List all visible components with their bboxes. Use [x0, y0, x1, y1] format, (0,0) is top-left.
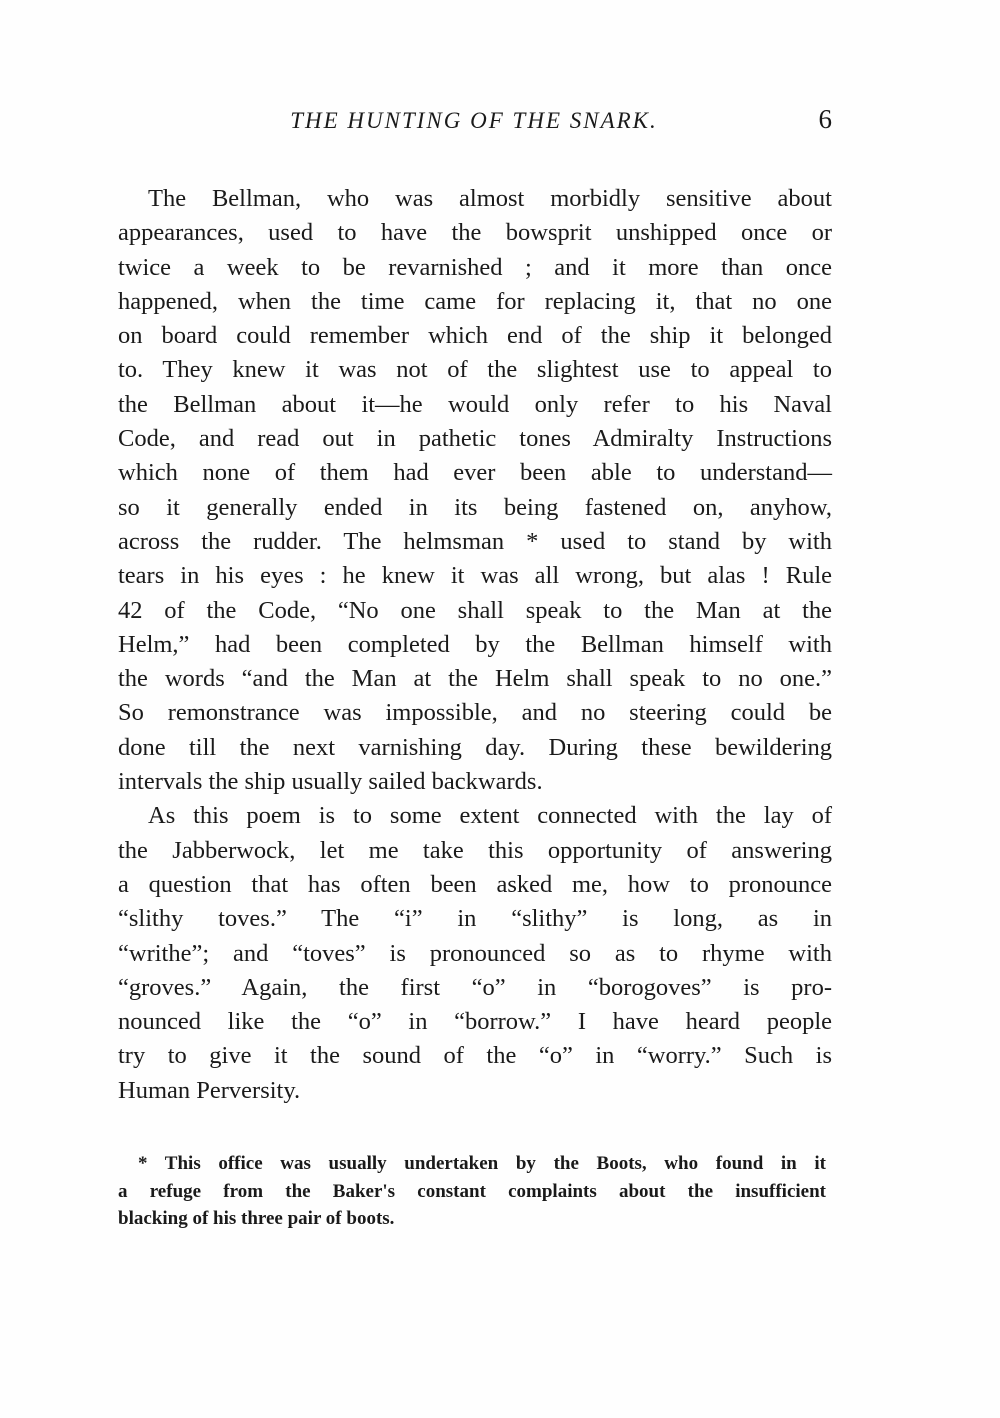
text-line: so it generally ended in its being fastened on, anyhow, — [118, 493, 832, 521]
footnote-line: a refuge from the Baker's constant complaints about the insufficient — [118, 1180, 826, 1202]
paragraph-bellman — [118, 182, 832, 799]
text-line: the Bellman about it—he would only refer to his Naval — [118, 390, 832, 418]
text-line: done till the next varnishing day. During these bewildering — [118, 733, 832, 761]
body-text — [118, 182, 832, 1108]
text-line: try to give it the sound of the “o” in “worry.” Such is — [118, 1042, 832, 1070]
text-line: intervals the ship usually sailed backwards. — [118, 768, 543, 796]
text-line: tears in his eyes : he knew it was all wrong, but alas ! Rule — [118, 562, 832, 590]
text-line: 42 of the Code, “No one shall speak to the Man at the — [118, 596, 832, 624]
text-line: The Bellman, who was almost morbidly sensitive about — [148, 185, 832, 212]
footnote-line: * This office was usually undertaken by the Boots, who found in it — [138, 1153, 826, 1174]
text-line: happened, when the time came for replacing it, that no one — [118, 287, 832, 315]
text-line: on board could remember which end of the ship it belonged — [118, 322, 832, 350]
text-line: across the rudder. The helmsman * used to stand by with — [118, 527, 832, 555]
text-line: Human Perversity. — [118, 1076, 301, 1104]
running-head — [118, 104, 830, 140]
text-line: nounced like the “o” in “borrow.” I have heard people — [118, 1008, 832, 1036]
text-line: to. They knew it was not of the slightest use to appeal to — [118, 356, 832, 384]
paragraph-pronunciation — [118, 799, 832, 1108]
text-line: Helm,” had been completed by the Bellman himself with — [118, 630, 832, 658]
running-title: THE HUNTING OF THE SNARK. — [290, 108, 658, 133]
footnote — [118, 1150, 826, 1233]
text-line: So remonstrance was impossible, and no steering could be — [118, 699, 832, 727]
text-line: the words “and the Man at the Helm shall speak to no one.” — [118, 665, 832, 693]
text-line: the Jabberwock, let me take this opportunity of answering — [118, 836, 832, 864]
text-line: twice a week to be revarnished ; and it more than once — [118, 253, 832, 281]
text-line: “groves.” Again, the first “o” in “borogoves” is pro- — [118, 973, 832, 1001]
text-line: appearances, used to have the bowsprit unshipped once or — [118, 219, 832, 247]
text-line: a question that has often been asked me, how to pronounce — [118, 870, 832, 898]
text-line: As this poem is to some extent connected with the lay of — [148, 802, 832, 830]
footnote-line: blacking of his three pair of boots. — [118, 1208, 395, 1229]
text-line: Code, and read out in pathetic tones Admiralty Instructions — [118, 425, 832, 453]
text-line: “writhe”; and “toves” is pronounced so as to rhyme with — [118, 939, 832, 967]
text-line: which none of them had ever been able to understand— — [118, 459, 832, 487]
text-line: “slithy toves.” The “i” in “slithy” is long, as in — [118, 905, 832, 933]
page-number: 6 — [818, 104, 832, 134]
